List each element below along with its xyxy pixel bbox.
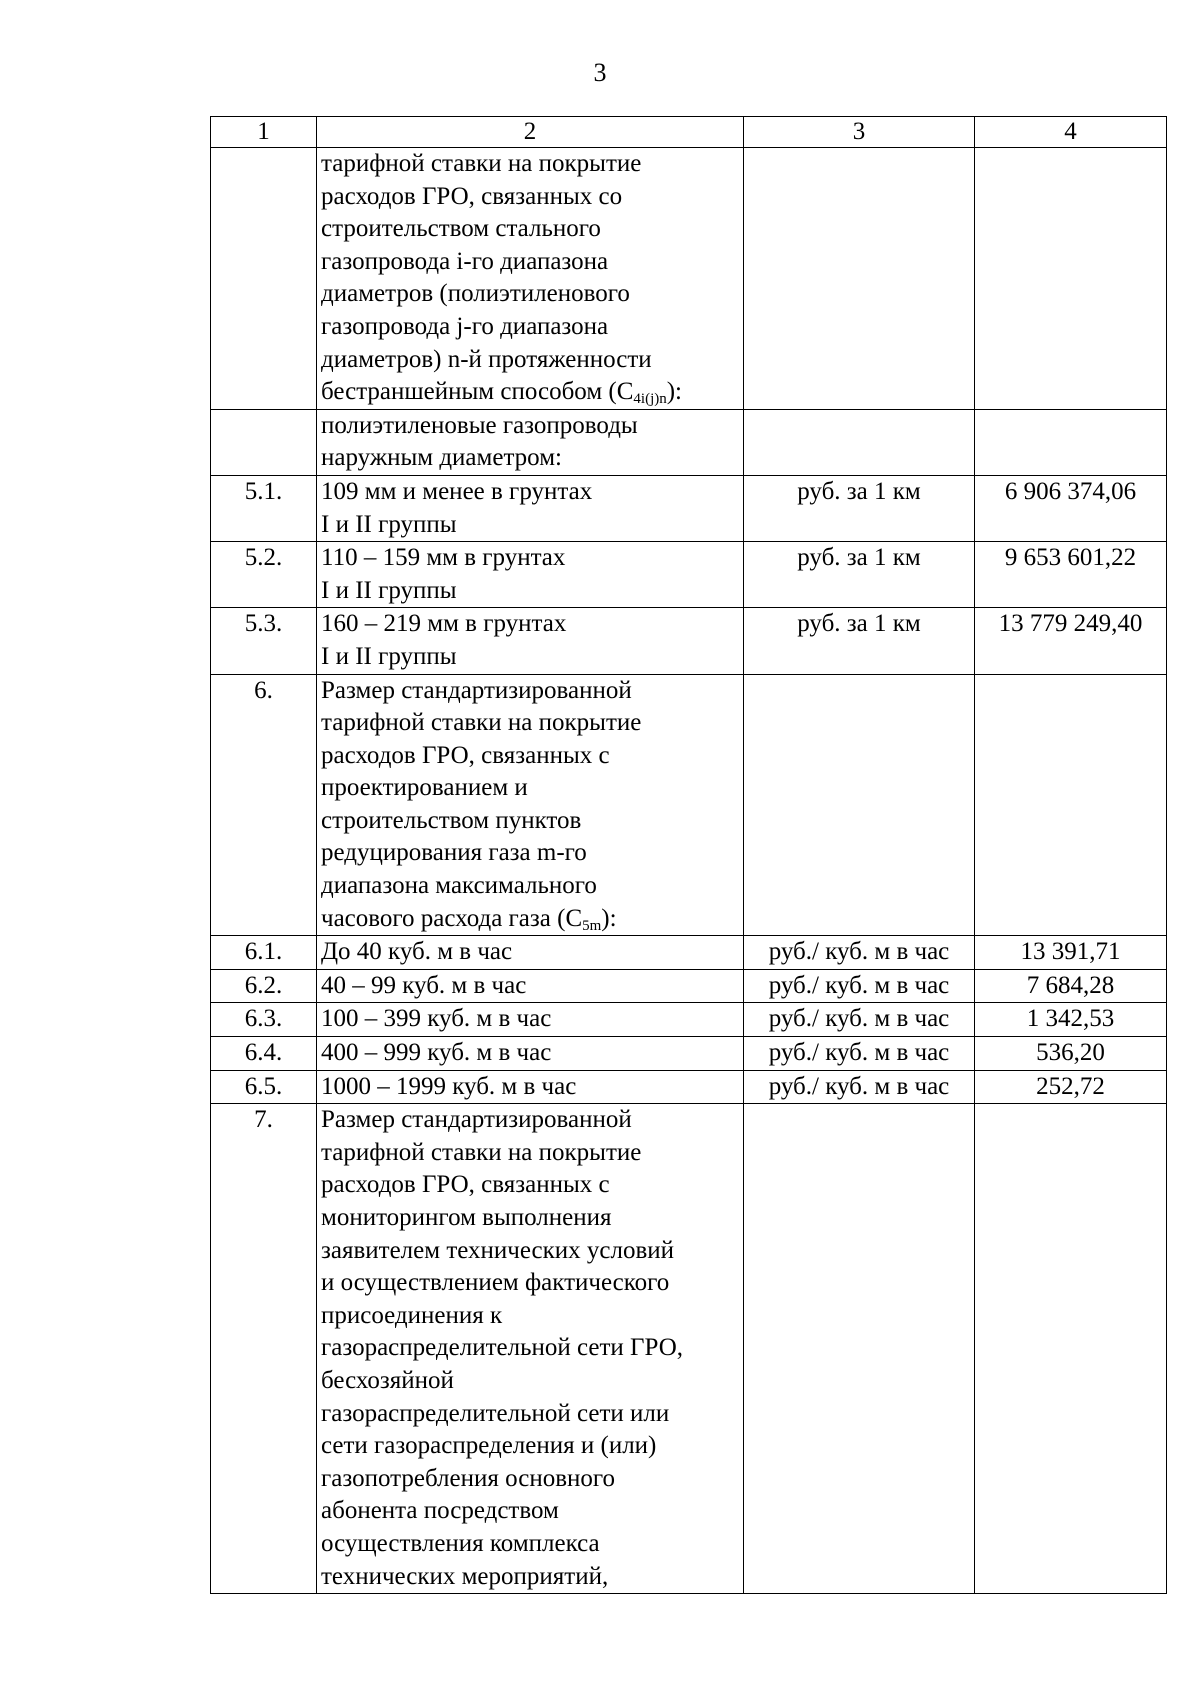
table-row	[211, 674, 1167, 936]
row-number: 6.1.	[211, 936, 317, 970]
tariff-table	[210, 116, 1167, 1594]
row-unit: руб./ куб. м в час	[744, 936, 975, 970]
item-6-text: Размер стандартизированной тарифной ставки на покрытие расходов ГРО, связанных с проектированием и строительством пунктов редуцирования газа m-го диапазона максимального часового расхода газа $(C_{5m})$:	[317, 674, 744, 936]
row-value: 7 684,28	[975, 969, 1167, 1003]
row-description: 160 – 219 мм в грунтах I и II группы	[317, 608, 744, 674]
formula-symbol: C	[616, 378, 634, 406]
table-row	[211, 936, 1167, 970]
row-unit: руб. за 1 км	[744, 608, 975, 674]
table-row	[211, 1037, 1167, 1071]
row-unit: руб./ куб. м в час	[744, 1070, 975, 1104]
row-number: 7.	[211, 1104, 317, 1594]
row-description: 100 – 399 куб. м в час	[317, 1003, 744, 1037]
row-number: 6.3.	[211, 1003, 317, 1037]
row-description: 110 – 159 мм в грунтах I и II группы	[317, 542, 744, 608]
subheading-text: полиэтиленовые газопроводы наружным диаметром:	[317, 409, 744, 475]
row-number: 6.4.	[211, 1037, 317, 1071]
header-col-3: 3	[744, 117, 975, 148]
table-row	[211, 542, 1167, 608]
item-7-text: Размер стандартизированной тарифной ставки на покрытие расходов ГРО, связанных с мониторингом выполнения заявителем технических условий и осуществлением фактического присоединения к газораспределительной сети ГРО, бесхозяйной газораспределительной сети или сети газораспределения и (или) газопотребления основного абонента посредством осуществления комплекса технических мероприятий,	[317, 1104, 744, 1594]
table-row	[211, 608, 1167, 674]
table-row	[211, 475, 1167, 541]
formula-subscript: 5m	[582, 917, 602, 934]
table-row	[211, 148, 1167, 410]
row-value: 9 653 601,22	[975, 542, 1167, 608]
formula-symbol: C	[565, 904, 583, 932]
header-col-4: 4	[975, 117, 1167, 148]
table-row	[211, 1104, 1167, 1594]
header-row	[211, 117, 1167, 148]
row-value: 536,20	[975, 1037, 1167, 1071]
row-description: 40 – 99 куб. м в час	[317, 969, 744, 1003]
row-unit: руб./ куб. м в час	[744, 969, 975, 1003]
row-number: 5.3.	[211, 608, 317, 674]
row-unit: руб./ куб. м в час	[744, 1003, 975, 1037]
row-number: 5.1.	[211, 475, 317, 541]
row-description: 1000 – 1999 куб. м в час	[317, 1070, 744, 1104]
row-description: 400 – 999 куб. м в час	[317, 1037, 744, 1071]
intro-continuation-text: тарифной ставки на покрытие расходов ГРО, связанных со строительством стального газопровода i-го диапазона диаметров (полиэтиленового газопровода j-го диапазона диаметров) n-й протяженности бестраншейным способом $(C_{4i(j)n})$:	[317, 148, 744, 410]
row-unit: руб./ куб. м в час	[744, 1037, 975, 1071]
row-value: 13 779 249,40	[975, 608, 1167, 674]
header-col-2: 2	[317, 117, 744, 148]
row-number: 6.5.	[211, 1070, 317, 1104]
row-unit: руб. за 1 км	[744, 542, 975, 608]
table-row	[211, 1003, 1167, 1037]
row-value: 13 391,71	[975, 936, 1167, 970]
row-number: 6.2.	[211, 969, 317, 1003]
row-unit: руб. за 1 км	[744, 475, 975, 541]
row-value: 6 906 374,06	[975, 475, 1167, 541]
row-description: До 40 куб. м в час	[317, 936, 744, 970]
row-number: 5.2.	[211, 542, 317, 608]
table-row	[211, 969, 1167, 1003]
header-col-1: 1	[211, 117, 317, 148]
formula-subscript: 4i(j)n	[633, 391, 667, 408]
page-number: 3	[593, 58, 607, 87]
row-number: 6.	[211, 674, 317, 936]
row-value: 1 342,53	[975, 1003, 1167, 1037]
table-row	[211, 409, 1167, 475]
row-value: 252,72	[975, 1070, 1167, 1104]
table-row	[211, 1070, 1167, 1104]
row-description: 109 мм и менее в грунтах I и II группы	[317, 475, 744, 541]
